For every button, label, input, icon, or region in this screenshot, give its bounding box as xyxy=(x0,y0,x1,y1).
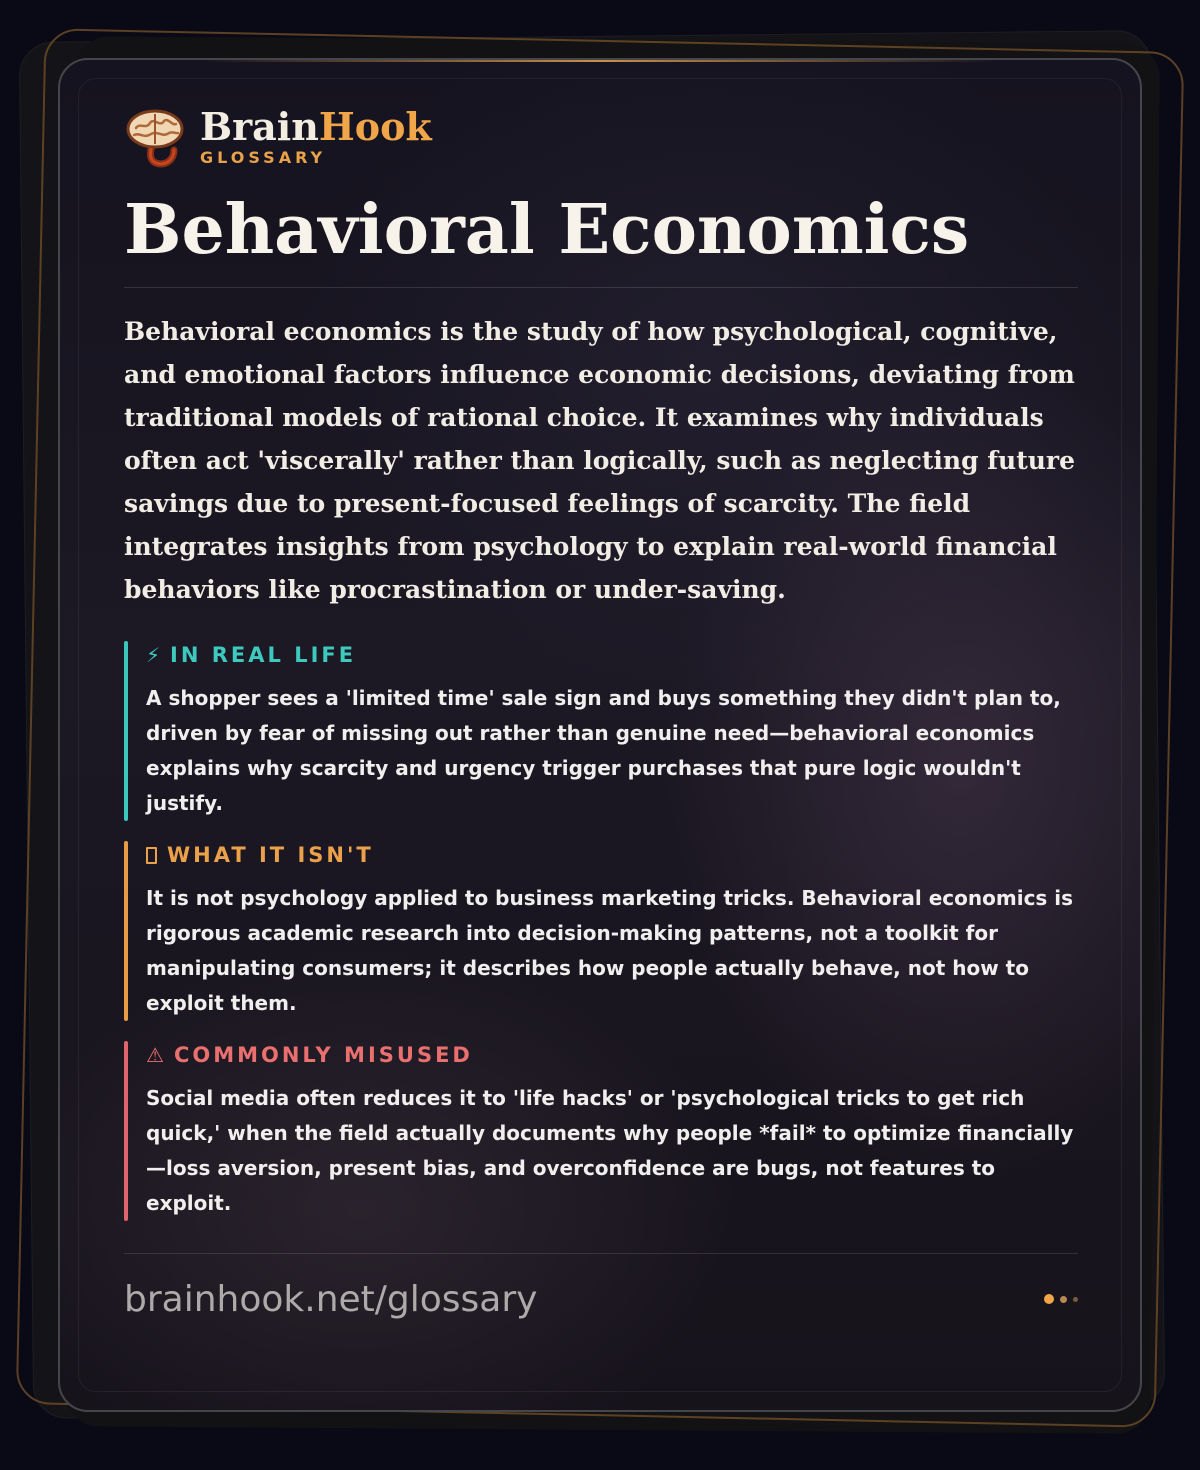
section-heading-text: WHAT IT ISN'T xyxy=(167,843,374,867)
brand-name-brain: Brain xyxy=(200,104,319,149)
section-commonly-misused xyxy=(124,1041,1078,1221)
pagination-dot-active xyxy=(1044,1294,1054,1304)
section-heading-text: IN REAL LIFE xyxy=(170,643,357,667)
section-accent-bar xyxy=(124,841,128,1021)
brand-name-hook: Hook xyxy=(318,104,432,149)
section-heading xyxy=(146,641,1078,669)
lightning-icon: ⚡ xyxy=(146,643,161,667)
brand-name xyxy=(200,106,432,148)
footer-url-link[interactable]: brainhook.net/glossary xyxy=(124,1278,538,1320)
missing-glyph-icon xyxy=(146,847,157,864)
section-body: A shopper sees a 'limited time' sale sign and buys something they didn't plan to, driven by fear of missing out rather than genuine need—behavioral economics explains why scarcity and urgency trigger purchases that pure logic wouldn't justify. xyxy=(146,686,1061,815)
card-content xyxy=(124,102,1078,1344)
section-accent-bar xyxy=(124,641,128,821)
section-accent-bar xyxy=(124,1041,128,1221)
section-what-it-isnt xyxy=(124,841,1078,1021)
pagination-dot xyxy=(1060,1296,1067,1303)
card-footer xyxy=(124,1254,1078,1344)
warning-icon: ⚠ xyxy=(146,1043,164,1067)
pagination-dot xyxy=(1073,1297,1078,1302)
section-in-real-life xyxy=(124,641,1078,821)
pagination-dots xyxy=(1038,1294,1078,1304)
brain-hook-logo-icon xyxy=(124,106,186,168)
section-heading-text: COMMONLY MISUSED xyxy=(173,1043,473,1067)
brand-text xyxy=(200,106,432,168)
term-title: Behavioral Economics xyxy=(124,190,970,270)
brand-header xyxy=(124,102,1078,172)
section-body: Social media often reduces it to 'life hacks' or 'psychological tricks to get rich quick,' when the field actually documents why people *fail* to optimize financially—loss aversion, present bias, and overconfidence are bugs, not features to exploit. xyxy=(146,1086,1074,1215)
section-heading xyxy=(146,841,1078,869)
glossary-card xyxy=(58,58,1142,1412)
brand-subtitle: GLOSSARY xyxy=(200,148,327,167)
card-top-glow xyxy=(200,60,1000,62)
term-definition: Behavioral economics is the study of how psychological, cognitive, and emotional factors influence economic decisions, deviating from traditional models of rational choice. It examines why individuals often act 'viscerally' rather than logically, such as neglecting future savings due to present-focused feelings of scarcity. The field integrates insights from psychology to explain real-world financial behaviors like procrastination or under-saving. xyxy=(124,317,1076,604)
section-heading xyxy=(146,1041,1078,1069)
section-body: It is not psychology applied to business marketing tricks. Behavioral economics is rigorous academic research into decision-making patterns, not a toolkit for manipulating consumers; it describes how people actually behave, not how to exploit them. xyxy=(146,886,1074,1015)
title-divider xyxy=(124,287,1078,288)
